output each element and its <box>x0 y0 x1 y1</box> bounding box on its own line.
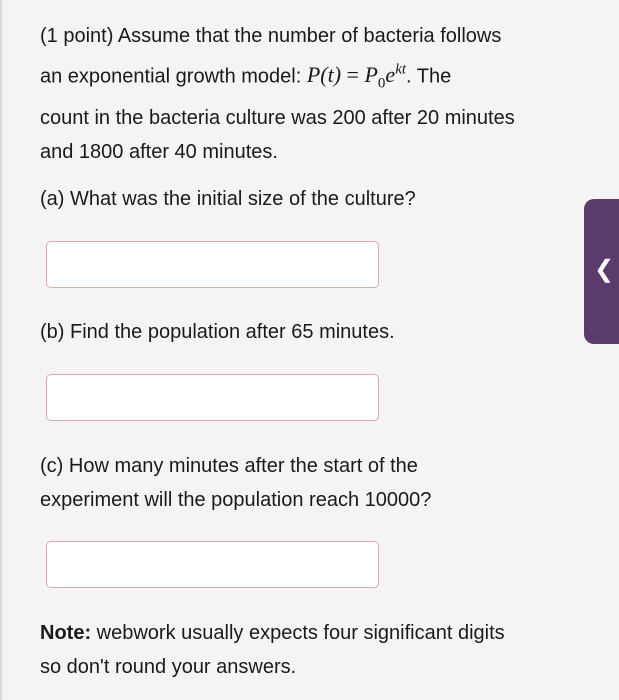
answer-a-input[interactable] <box>46 241 379 288</box>
answer-c-input[interactable] <box>46 541 379 588</box>
note-line-1: Note: webwork usually expects four significant digits <box>40 622 505 644</box>
question-b: (b) Find the population after 65 minutes. <box>40 321 395 343</box>
question-a: (a) What was the initial size of the culture? <box>40 188 416 210</box>
problem-line-4: and 1800 after 40 minutes. <box>40 140 278 163</box>
question-c-line-2: experiment will the population reach 10000? <box>40 489 432 511</box>
problem-line-3: count in the bacteria culture was 200 after 20 minutes <box>40 106 515 129</box>
problem-line-1: (1 point) Assume that the number of bacteria follows <box>40 25 502 47</box>
problem-statement <box>40 19 615 169</box>
problem-line-2: an exponential growth model: $P(t) = P_0e^{kt}$. The <box>40 62 452 92</box>
question-c <box>40 449 431 517</box>
note <box>40 616 505 684</box>
growth-formula: $P(t) = P_0e^{kt}$ <box>306 62 407 92</box>
answer-b-input[interactable] <box>46 374 379 421</box>
note-line-2: so don't round your answers. <box>40 656 297 678</box>
note-label: Note: <box>40 622 92 644</box>
question-c-line-1: (c) How many minutes after the start of the <box>40 455 418 477</box>
side-drawer-tab[interactable] <box>584 199 619 344</box>
chevron-left-icon: ❮ <box>594 256 615 283</box>
